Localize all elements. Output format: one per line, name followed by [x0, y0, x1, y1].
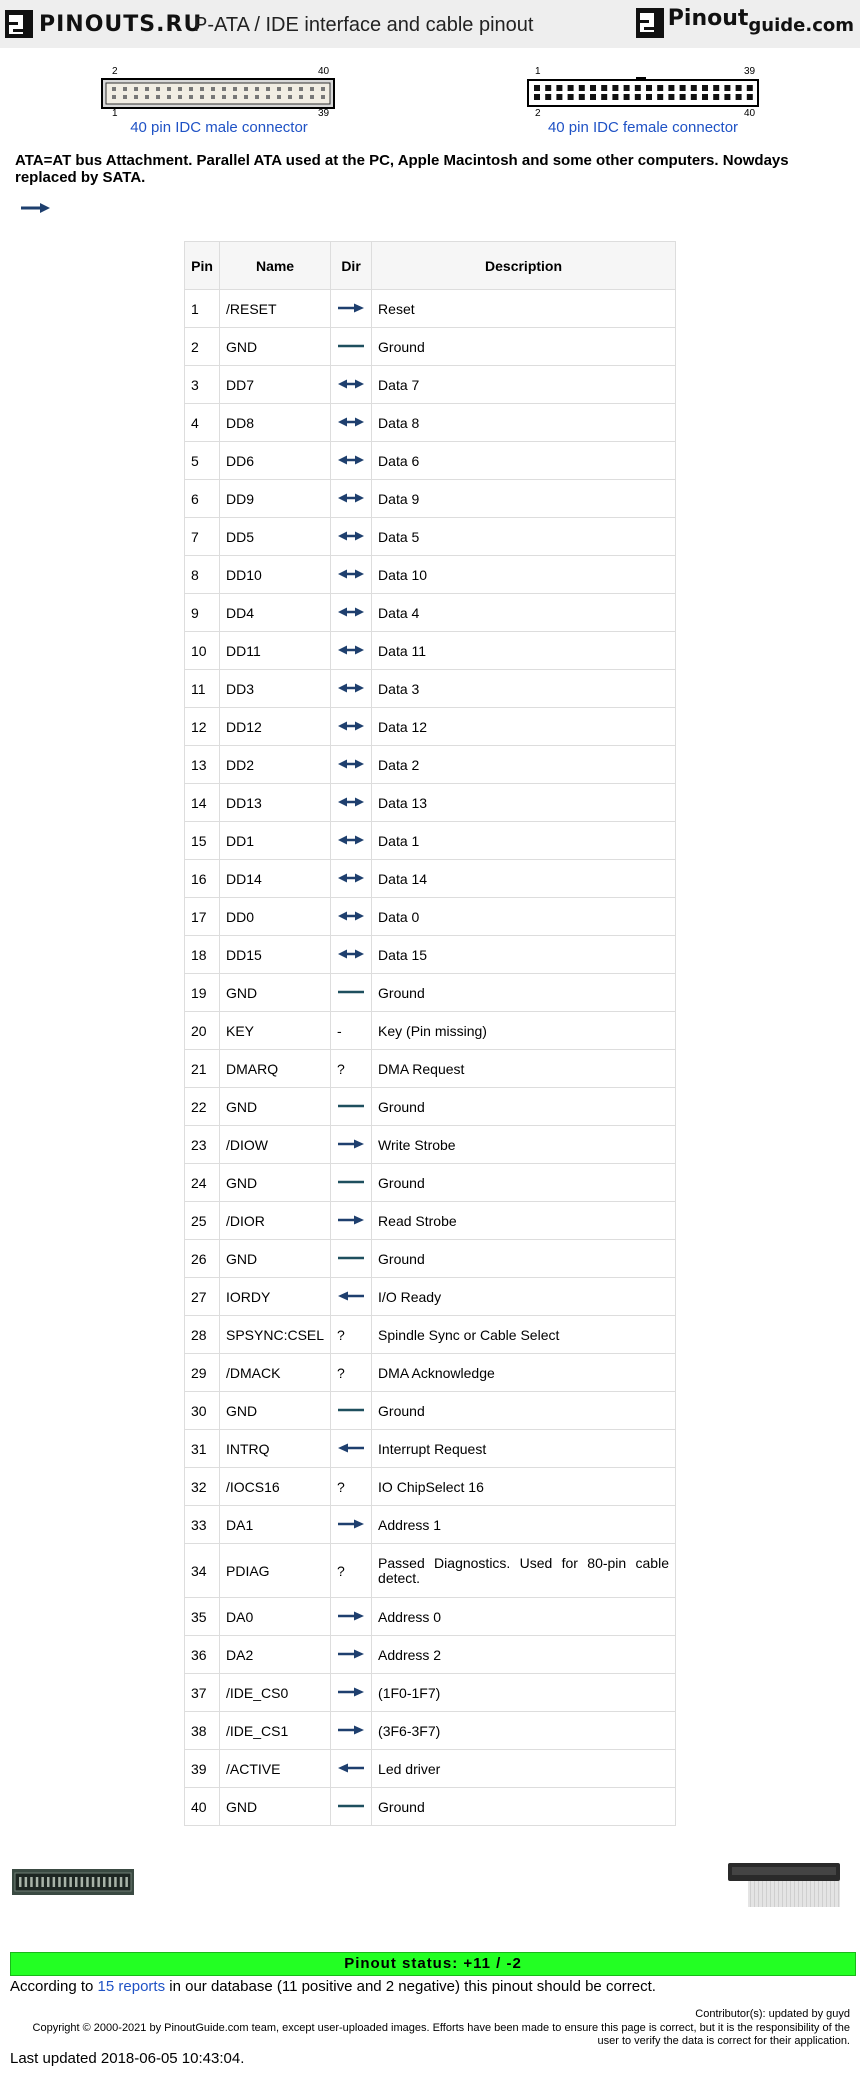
female-connector-diagram: [520, 76, 766, 110]
table-row: [185, 1674, 676, 1712]
pin-number: 13: [185, 746, 220, 784]
signal-direction: [331, 1712, 372, 1750]
signal-direction: [331, 746, 372, 784]
signal-name: DD2: [220, 746, 331, 784]
pinout-table: [184, 241, 676, 1826]
right-arrow-icon: [337, 1648, 365, 1660]
signal-name: DD13: [220, 784, 331, 822]
signal-description: Data 15: [372, 936, 676, 974]
signal-name: DD7: [220, 366, 331, 404]
table-row: [185, 1012, 676, 1050]
right-arrow-icon: [337, 1518, 365, 1530]
bidirectional-arrow-icon: [337, 568, 365, 580]
signal-direction: ?: [331, 1354, 372, 1392]
ground-line-icon: [337, 1176, 365, 1188]
reports-prefix: According to: [10, 1978, 98, 1995]
pin-number: 18: [185, 936, 220, 974]
pin-number: 9: [185, 594, 220, 632]
signal-direction: [331, 936, 372, 974]
logo-text: PINOUTS.RU: [39, 11, 203, 37]
bidirectional-arrow-icon: [337, 378, 365, 390]
table-row: [185, 290, 676, 328]
pin-number: 30: [185, 1392, 220, 1430]
bidirectional-arrow-icon: [337, 492, 365, 504]
signal-name: /IDE_CS0: [220, 1674, 331, 1712]
signal-name: /RESET: [220, 290, 331, 328]
table-row: [185, 404, 676, 442]
bidirectional-arrow-icon: [337, 644, 365, 656]
pin-number: 5: [185, 442, 220, 480]
pin-number: 14: [185, 784, 220, 822]
signal-direction: [331, 1392, 372, 1430]
male-pin-bottom-right: 39: [318, 108, 330, 119]
bidirectional-arrow-icon: [337, 796, 365, 808]
right-arrow-icon: [337, 1214, 365, 1226]
signal-description: DMA Acknowledge: [372, 1354, 676, 1392]
signal-name: DD4: [220, 594, 331, 632]
pin-number: 17: [185, 898, 220, 936]
table-row: [185, 518, 676, 556]
signal-direction: [331, 1088, 372, 1126]
pin-number: 33: [185, 1506, 220, 1544]
male-pin-top-right: 40: [318, 66, 330, 77]
signal-description: Interrupt Request: [372, 1430, 676, 1468]
pin-number: 19: [185, 974, 220, 1012]
pin-number: 35: [185, 1598, 220, 1636]
table-row: [185, 746, 676, 784]
table-row: [185, 1506, 676, 1544]
ground-line-icon: [337, 1404, 365, 1416]
signal-description: Ground: [372, 1240, 676, 1278]
ground-line-icon: [337, 1800, 365, 1812]
pin-number: 36: [185, 1636, 220, 1674]
table-row: [185, 1126, 676, 1164]
signal-direction: [331, 898, 372, 936]
signal-description: Data 0: [372, 898, 676, 936]
signal-direction: ?: [331, 1316, 372, 1354]
pin-number: 6: [185, 480, 220, 518]
male-connector: [98, 64, 340, 138]
signal-name: DA1: [220, 1506, 331, 1544]
female-connector: [520, 64, 766, 138]
signal-direction: ?: [331, 1544, 372, 1598]
pin-number: 24: [185, 1164, 220, 1202]
pin-number: 3: [185, 366, 220, 404]
reports-suffix: in our database (11 positive and 2 negative) this pinout should be correct.: [165, 1978, 656, 1995]
pin-number: 31: [185, 1430, 220, 1468]
signal-description: Data 5: [372, 518, 676, 556]
pin-number: 34: [185, 1544, 220, 1598]
pin-number: 21: [185, 1050, 220, 1088]
bidirectional-arrow-icon: [337, 454, 365, 466]
pin-number: 40: [185, 1788, 220, 1826]
signal-direction: [331, 1202, 372, 1240]
signal-direction: [331, 442, 372, 480]
pin-number: 12: [185, 708, 220, 746]
signal-description: Data 13: [372, 784, 676, 822]
left-arrow-icon: [337, 1762, 365, 1774]
signal-direction: [331, 1506, 372, 1544]
ground-line-icon: [337, 1252, 365, 1264]
header-bar: [0, 0, 860, 48]
signal-description: Data 10: [372, 556, 676, 594]
signal-name: DD12: [220, 708, 331, 746]
reports-summary: [10, 1978, 656, 1995]
pin-number: 10: [185, 632, 220, 670]
last-updated: Last updated 2018-06-05 10:43:04.: [10, 2050, 245, 2067]
pinoutguide-logo[interactable]: [636, 6, 854, 40]
pin-number: 23: [185, 1126, 220, 1164]
signal-description: Data 11: [372, 632, 676, 670]
signal-name: /IOCS16: [220, 1468, 331, 1506]
table-row: [185, 1788, 676, 1826]
table-row: [185, 1430, 676, 1468]
table-row: [185, 1316, 676, 1354]
signal-name: /ACTIVE: [220, 1750, 331, 1788]
table-row: [185, 974, 676, 1012]
signal-name: /DMACK: [220, 1354, 331, 1392]
signal-direction: [331, 708, 372, 746]
table-row: [185, 1544, 676, 1598]
pin-number: 25: [185, 1202, 220, 1240]
signal-direction: [331, 366, 372, 404]
pin-number: 28: [185, 1316, 220, 1354]
signal-name: GND: [220, 974, 331, 1012]
signal-name: GND: [220, 1164, 331, 1202]
signal-direction: [331, 1126, 372, 1164]
pin-number: 15: [185, 822, 220, 860]
signal-description: Ground: [372, 1392, 676, 1430]
signal-name: DD0: [220, 898, 331, 936]
signal-direction: [331, 1750, 372, 1788]
table-row: [185, 366, 676, 404]
signal-description: Data 14: [372, 860, 676, 898]
bidirectional-arrow-icon: [337, 948, 365, 960]
female-pin-top-left: 1: [535, 66, 541, 77]
legend-right-arrow-icon: [20, 200, 52, 216]
signal-name: IORDY: [220, 1278, 331, 1316]
signal-description: Key (Pin missing): [372, 1012, 676, 1050]
copyright: Copyright © 2000-2021 by PinoutGuide.com team, except user-uploaded images. Efforts have been made to ensure this page is correct, but it is the responsibility of the user to verify the data is correct for their application.: [32, 2022, 850, 2047]
bidirectional-arrow-icon: [337, 910, 365, 922]
pin-number: 7: [185, 518, 220, 556]
pin-number: 2: [185, 328, 220, 366]
page-title: P-ATA / IDE interface and cable pinout: [194, 14, 534, 36]
signal-direction: [331, 784, 372, 822]
signal-name: /DIOR: [220, 1202, 331, 1240]
table-row: [185, 936, 676, 974]
signal-name: INTRQ: [220, 1430, 331, 1468]
signal-description: Ground: [372, 974, 676, 1012]
signal-description: Ground: [372, 1788, 676, 1826]
ide-cable-photo[interactable]: [728, 1861, 842, 1907]
pin-number: 32: [185, 1468, 220, 1506]
right-arrow-icon: [337, 1724, 365, 1736]
signal-direction: [331, 594, 372, 632]
header-description: Description: [372, 242, 676, 290]
table-row: [185, 860, 676, 898]
signal-name: GND: [220, 328, 331, 366]
signal-description: Spindle Sync or Cable Select: [372, 1316, 676, 1354]
pin-number: 27: [185, 1278, 220, 1316]
female-pin-bottom-left: 2: [535, 108, 541, 119]
signal-description: (3F6-3F7): [372, 1712, 676, 1750]
male-connector-diagram: [98, 76, 340, 110]
signal-name: DD8: [220, 404, 331, 442]
pin-number: 29: [185, 1354, 220, 1392]
signal-direction: [331, 860, 372, 898]
signal-description: (1F0-1F7): [372, 1674, 676, 1712]
table-row: [185, 1088, 676, 1126]
signal-name: /DIOW: [220, 1126, 331, 1164]
signal-description: Address 1: [372, 1506, 676, 1544]
signal-direction: [331, 404, 372, 442]
ground-line-icon: [337, 986, 365, 998]
signal-direction: [331, 1164, 372, 1202]
pin-number: 20: [185, 1012, 220, 1050]
signal-description: Data 6: [372, 442, 676, 480]
signal-description: Data 3: [372, 670, 676, 708]
signal-description: Ground: [372, 328, 676, 366]
male-pin-top-left: 2: [112, 66, 118, 77]
signal-direction: [331, 480, 372, 518]
ide-connector-photo[interactable]: [12, 1869, 134, 1895]
table-row: [185, 328, 676, 366]
right-arrow-icon: [337, 302, 365, 314]
pin-number: 38: [185, 1712, 220, 1750]
signal-direction: [331, 290, 372, 328]
ground-line-icon: [337, 1100, 365, 1112]
signal-direction: ?: [331, 1468, 372, 1506]
intro-text: ATA=AT bus Attachment. Parallel ATA used at the PC, Apple Macintosh and some other computers. Nowdays replaced by SATA.: [15, 152, 789, 186]
table-row: [185, 1164, 676, 1202]
table-row: [185, 898, 676, 936]
signal-name: DD10: [220, 556, 331, 594]
signal-name: KEY: [220, 1012, 331, 1050]
pin-number: 8: [185, 556, 220, 594]
table-row: [185, 1636, 676, 1674]
bidirectional-arrow-icon: [337, 416, 365, 428]
pinouts-logo-icon: [5, 10, 33, 38]
signal-direction: [331, 1674, 372, 1712]
signal-description: I/O Ready: [372, 1278, 676, 1316]
bidirectional-arrow-icon: [337, 834, 365, 846]
female-pin-top-right: 39: [744, 66, 756, 77]
table-row: [185, 556, 676, 594]
male-pin-bottom-left: 1: [112, 108, 118, 119]
signal-name: DD6: [220, 442, 331, 480]
reports-link[interactable]: 15 reports: [97, 1978, 166, 1995]
signal-direction: [331, 518, 372, 556]
signal-direction: [331, 632, 372, 670]
table-header-row: [185, 242, 676, 290]
guide-logo-sub: guide.com: [748, 15, 854, 36]
signal-name: /IDE_CS1: [220, 1712, 331, 1750]
signal-description: Read Strobe: [372, 1202, 676, 1240]
signal-direction: [331, 974, 372, 1012]
pin-number: 22: [185, 1088, 220, 1126]
guide-logo-main: Pinout: [667, 6, 749, 31]
table-row: [185, 1354, 676, 1392]
header-name: Name: [220, 242, 331, 290]
pinout-status-bar: Pinout status: +11 / -2: [10, 1952, 856, 1976]
signal-name: DD15: [220, 936, 331, 974]
pin-number: 37: [185, 1674, 220, 1712]
header-pin: Pin: [185, 242, 220, 290]
signal-name: GND: [220, 1788, 331, 1826]
pinouts-ru-logo[interactable]: [5, 8, 202, 40]
signal-direction: [331, 556, 372, 594]
signal-description: Ground: [372, 1088, 676, 1126]
signal-description: Data 12: [372, 708, 676, 746]
signal-direction: [331, 1598, 372, 1636]
table-row: [185, 1050, 676, 1088]
contributors: Contributor(s): updated by guyd: [695, 2008, 850, 2020]
signal-direction: -: [331, 1012, 372, 1050]
bidirectional-arrow-icon: [337, 872, 365, 884]
signal-description: Data 1: [372, 822, 676, 860]
signal-name: GND: [220, 1392, 331, 1430]
table-row: [185, 1240, 676, 1278]
table-row: [185, 442, 676, 480]
signal-description: Data 2: [372, 746, 676, 784]
table-row: [185, 670, 676, 708]
signal-description: Data 7: [372, 366, 676, 404]
header-dir: Dir: [331, 242, 372, 290]
pin-number: 4: [185, 404, 220, 442]
right-arrow-icon: [337, 1686, 365, 1698]
signal-description: Reset: [372, 290, 676, 328]
table-row: [185, 594, 676, 632]
table-row: [185, 708, 676, 746]
signal-description: Data 4: [372, 594, 676, 632]
female-connector-link[interactable]: 40 pin IDC female connector: [547, 119, 739, 136]
signal-name: DMARQ: [220, 1050, 331, 1088]
signal-description: Ground: [372, 1164, 676, 1202]
bidirectional-arrow-icon: [337, 720, 365, 732]
bidirectional-arrow-icon: [337, 606, 365, 618]
signal-name: DD1: [220, 822, 331, 860]
right-arrow-icon: [337, 1610, 365, 1622]
pin-number: 16: [185, 860, 220, 898]
signal-name: DA0: [220, 1598, 331, 1636]
signal-direction: [331, 1788, 372, 1826]
bidirectional-arrow-icon: [337, 682, 365, 694]
signal-name: PDIAG: [220, 1544, 331, 1598]
table-row: [185, 822, 676, 860]
table-row: [185, 784, 676, 822]
signal-description: Write Strobe: [372, 1126, 676, 1164]
pinoutguide-logo-icon: [636, 8, 664, 38]
signal-name: GND: [220, 1240, 331, 1278]
signal-name: DD14: [220, 860, 331, 898]
female-pin-bottom-right: 40: [744, 108, 756, 119]
left-arrow-icon: [337, 1442, 365, 1454]
signal-direction: [331, 1430, 372, 1468]
signal-description: Address 0: [372, 1598, 676, 1636]
table-row: [185, 1468, 676, 1506]
signal-name: DD5: [220, 518, 331, 556]
signal-direction: [331, 670, 372, 708]
signal-direction: [331, 1636, 372, 1674]
signal-description: DMA Request: [372, 1050, 676, 1088]
signal-name: DD11: [220, 632, 331, 670]
table-row: [185, 1202, 676, 1240]
signal-description: Data 8: [372, 404, 676, 442]
signal-direction: [331, 328, 372, 366]
male-connector-link[interactable]: 40 pin IDC male connector: [130, 119, 308, 136]
bidirectional-arrow-icon: [337, 530, 365, 542]
left-arrow-icon: [337, 1290, 365, 1302]
signal-name: DA2: [220, 1636, 331, 1674]
signal-description: Data 9: [372, 480, 676, 518]
pin-number: 1: [185, 290, 220, 328]
table-row: [185, 632, 676, 670]
table-row: [185, 480, 676, 518]
signal-description: IO ChipSelect 16: [372, 1468, 676, 1506]
signal-direction: [331, 822, 372, 860]
bidirectional-arrow-icon: [337, 758, 365, 770]
table-row: [185, 1598, 676, 1636]
table-row: [185, 1392, 676, 1430]
right-arrow-icon: [337, 1138, 365, 1150]
signal-direction: ?: [331, 1050, 372, 1088]
signal-direction: [331, 1278, 372, 1316]
signal-name: SPSYNC:CSEL: [220, 1316, 331, 1354]
signal-description: Led driver: [372, 1750, 676, 1788]
pin-number: 11: [185, 670, 220, 708]
signal-direction: [331, 1240, 372, 1278]
pin-number: 26: [185, 1240, 220, 1278]
signal-name: GND: [220, 1088, 331, 1126]
signal-name: DD9: [220, 480, 331, 518]
signal-name: DD3: [220, 670, 331, 708]
ground-line-icon: [337, 340, 365, 352]
signal-description: Address 2: [372, 1636, 676, 1674]
table-row: [185, 1278, 676, 1316]
pin-number: 39: [185, 1750, 220, 1788]
table-row: [185, 1750, 676, 1788]
table-row: [185, 1712, 676, 1750]
signal-description: Passed Diagnostics. Used for 80-pin cable detect.: [372, 1544, 676, 1598]
